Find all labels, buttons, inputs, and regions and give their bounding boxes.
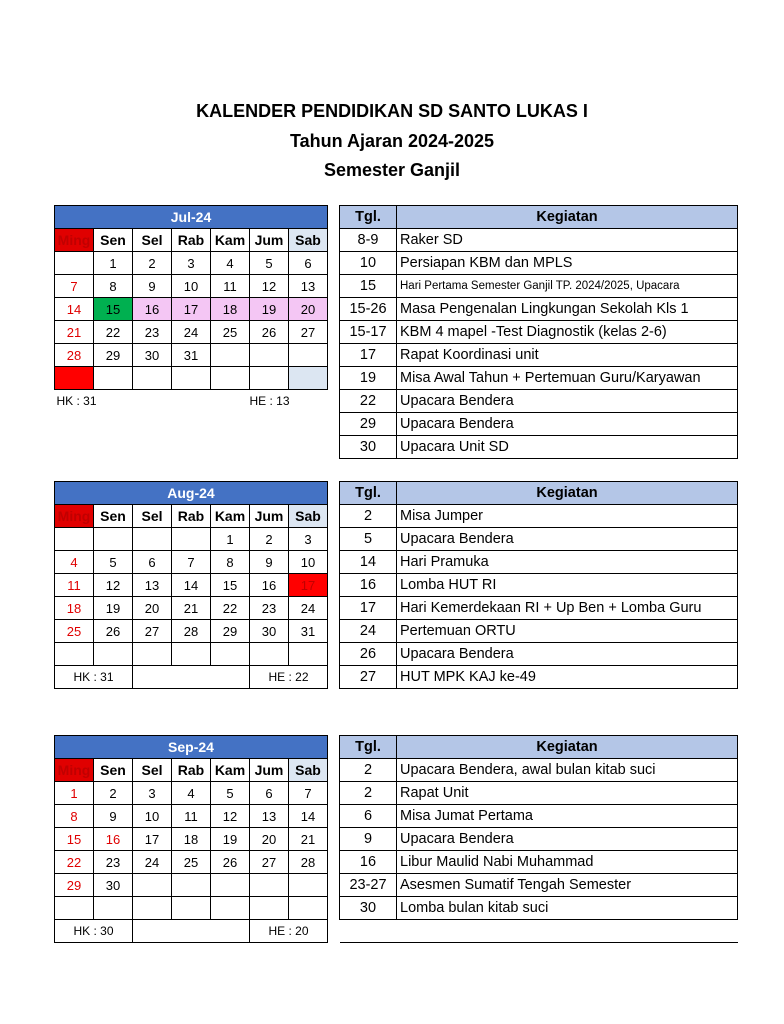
month-header: Sep-24 xyxy=(55,736,328,759)
activity-name: KBM 4 mapel -Test Diagnostik (kelas 2-6) xyxy=(397,321,738,344)
activity-date: 14 xyxy=(340,551,397,574)
activity-name: Masa Pengenalan Lingkungan Sekolah Kls 1 xyxy=(397,298,738,321)
date-cell xyxy=(55,897,94,920)
date-cell: 24 xyxy=(289,597,328,620)
date-cell xyxy=(250,897,289,920)
calendar-september xyxy=(54,735,328,943)
date-cell: 13 xyxy=(289,275,328,298)
activity-date: 26 xyxy=(340,643,397,666)
date-cell: 23 xyxy=(250,597,289,620)
date-cell: 10 xyxy=(172,275,211,298)
date-cell-mpls: 20 xyxy=(289,298,328,321)
date-cell: 12 xyxy=(94,574,133,597)
activity-date: 5 xyxy=(340,528,397,551)
date-cell: 27 xyxy=(250,851,289,874)
date-cell xyxy=(94,367,133,390)
spacer xyxy=(133,920,250,943)
date-cell: 26 xyxy=(250,321,289,344)
date-cell xyxy=(133,528,172,551)
date-cell: 18 xyxy=(55,597,94,620)
date-cell xyxy=(289,874,328,897)
date-cell xyxy=(211,344,250,367)
day-header-sab: Sab xyxy=(289,759,328,782)
kegiatan-header: Kegiatan xyxy=(397,206,738,229)
date-cell xyxy=(55,252,94,275)
date-cell xyxy=(94,897,133,920)
date-cell xyxy=(289,367,328,390)
date-cell: 30 xyxy=(94,874,133,897)
date-cell: 24 xyxy=(133,851,172,874)
activity-name: Upacara Bendera xyxy=(397,390,738,413)
date-cell: 23 xyxy=(94,851,133,874)
date-cell: 26 xyxy=(211,851,250,874)
date-cell: 7 xyxy=(289,782,328,805)
date-cell xyxy=(94,528,133,551)
date-cell-first-day: 15 xyxy=(94,298,133,321)
date-cell xyxy=(211,643,250,666)
date-cell-holiday: 17 xyxy=(289,574,328,597)
date-cell: 22 xyxy=(211,597,250,620)
he-count: HE : 13 xyxy=(249,394,290,408)
day-header-sab: Sab xyxy=(289,505,328,528)
legend-red-cell xyxy=(55,367,94,390)
date-cell: 31 xyxy=(289,620,328,643)
date-cell xyxy=(94,643,133,666)
hk-count: HK : 31 xyxy=(56,394,97,408)
day-header-jum: Jum xyxy=(250,759,289,782)
date-cell: 17 xyxy=(133,828,172,851)
date-cell: 12 xyxy=(250,275,289,298)
hk-count: HK : 31 xyxy=(55,666,133,689)
date-cell xyxy=(172,528,211,551)
activities-july xyxy=(339,205,738,459)
date-cell xyxy=(133,874,172,897)
activity-date: 23-27 xyxy=(340,874,397,897)
day-header-sel: Sel xyxy=(133,229,172,252)
table-bottom-rule xyxy=(340,920,738,943)
day-header-jum: Jum xyxy=(250,229,289,252)
activity-date: 22 xyxy=(340,390,397,413)
activity-name: Upacara Bendera xyxy=(397,413,738,436)
date-cell: 21 xyxy=(55,321,94,344)
date-cell xyxy=(172,897,211,920)
date-cell: 16 xyxy=(250,574,289,597)
date-cell: 7 xyxy=(172,551,211,574)
date-cell: 6 xyxy=(250,782,289,805)
date-cell xyxy=(133,897,172,920)
activity-name: Rapat Koordinasi unit xyxy=(397,344,738,367)
day-header-sel: Sel xyxy=(133,505,172,528)
activity-date: 15-17 xyxy=(340,321,397,344)
hk-count: HK : 30 xyxy=(55,920,133,943)
day-header-kam: Kam xyxy=(211,759,250,782)
activity-date: 16 xyxy=(340,851,397,874)
date-cell: 2 xyxy=(250,528,289,551)
date-cell: 30 xyxy=(250,620,289,643)
date-cell: 19 xyxy=(211,828,250,851)
date-cell: 25 xyxy=(55,620,94,643)
activity-date: 19 xyxy=(340,367,397,390)
date-cell: 8 xyxy=(94,275,133,298)
date-cell: 28 xyxy=(172,620,211,643)
day-header-rab: Rab xyxy=(172,505,211,528)
date-cell: 11 xyxy=(55,574,94,597)
date-cell: 9 xyxy=(94,805,133,828)
date-cell: 27 xyxy=(289,321,328,344)
day-header-sab: Sab xyxy=(289,229,328,252)
date-cell: 27 xyxy=(133,620,172,643)
spacer xyxy=(133,666,250,689)
day-header-rab: Rab xyxy=(172,759,211,782)
date-cell xyxy=(250,643,289,666)
activity-date: 17 xyxy=(340,597,397,620)
date-cell xyxy=(289,643,328,666)
date-cell xyxy=(289,897,328,920)
date-cell: 14 xyxy=(172,574,211,597)
date-cell: 24 xyxy=(172,321,211,344)
date-cell: 21 xyxy=(289,828,328,851)
date-cell xyxy=(211,897,250,920)
month-header: Aug-24 xyxy=(55,482,328,505)
activity-name: Upacara Unit SD xyxy=(397,436,738,459)
date-cell: 31 xyxy=(172,344,211,367)
date-cell xyxy=(172,367,211,390)
date-cell: 5 xyxy=(211,782,250,805)
day-header-ming: Ming xyxy=(55,505,94,528)
date-cell-mpls: 16 xyxy=(133,298,172,321)
date-cell xyxy=(250,874,289,897)
date-cell: 20 xyxy=(250,828,289,851)
day-header-ming: Ming xyxy=(55,229,94,252)
date-cell: 19 xyxy=(94,597,133,620)
date-cell xyxy=(289,344,328,367)
activity-date: 6 xyxy=(340,805,397,828)
date-cell: 2 xyxy=(133,252,172,275)
activity-date: 2 xyxy=(340,505,397,528)
activity-date: 2 xyxy=(340,782,397,805)
kegiatan-header: Kegiatan xyxy=(397,482,738,505)
activities-september xyxy=(339,735,738,943)
date-cell: 8 xyxy=(211,551,250,574)
day-header-sen: Sen xyxy=(94,229,133,252)
day-header-sel: Sel xyxy=(133,759,172,782)
academic-year: Tahun Ajaran 2024-2025 xyxy=(289,131,495,151)
activity-date: 10 xyxy=(340,252,397,275)
calendar-august xyxy=(54,481,328,689)
date-cell-mpls: 19 xyxy=(250,298,289,321)
month-header: Jul-24 xyxy=(55,206,328,229)
activity-date: 27 xyxy=(340,666,397,689)
date-cell xyxy=(211,367,250,390)
activity-name: Persiapan KBM dan MPLS xyxy=(397,252,738,275)
activity-date: 9 xyxy=(340,828,397,851)
date-cell: 13 xyxy=(250,805,289,828)
date-cell: 2 xyxy=(94,782,133,805)
activities-august xyxy=(339,481,738,689)
activity-name: Upacara Bendera xyxy=(397,643,738,666)
activity-name: Lomba bulan kitab suci xyxy=(397,897,738,920)
date-cell: 1 xyxy=(55,782,94,805)
date-cell: 1 xyxy=(94,252,133,275)
activity-name: Libur Maulid Nabi Muhammad xyxy=(397,851,738,874)
date-cell: 11 xyxy=(211,275,250,298)
day-header-sen: Sen xyxy=(94,759,133,782)
tgl-header: Tgl. xyxy=(340,206,397,229)
date-cell: 22 xyxy=(94,321,133,344)
date-cell: 3 xyxy=(133,782,172,805)
activity-name: Hari Pramuka xyxy=(397,551,738,574)
date-cell: 9 xyxy=(250,551,289,574)
activity-name: Pertemuan ORTU xyxy=(397,620,738,643)
kegiatan-header: Kegiatan xyxy=(397,736,738,759)
activity-name: Upacara Bendera xyxy=(397,528,738,551)
activity-date: 30 xyxy=(340,897,397,920)
spacer xyxy=(133,390,250,413)
he-count: HE : 20 xyxy=(250,920,328,943)
he-count: HE : 22 xyxy=(250,666,328,689)
activity-name: Upacara Bendera, awal bulan kitab suci xyxy=(397,759,738,782)
date-cell: 3 xyxy=(289,528,328,551)
date-cell: 28 xyxy=(55,344,94,367)
date-cell xyxy=(250,367,289,390)
date-cell: 15 xyxy=(55,828,94,851)
activity-date: 16 xyxy=(340,574,397,597)
date-cell: 25 xyxy=(172,851,211,874)
tgl-header: Tgl. xyxy=(340,482,397,505)
activity-date: 17 xyxy=(340,344,397,367)
activity-name: Lomba HUT RI xyxy=(397,574,738,597)
activity-name: Misa Jumat Pertama xyxy=(397,805,738,828)
date-cell: 4 xyxy=(211,252,250,275)
date-cell: 15 xyxy=(211,574,250,597)
day-header-rab: Rab xyxy=(172,229,211,252)
date-cell: 30 xyxy=(133,344,172,367)
activity-name: Hari Pertama Semester Ganjil TP. 2024/2025, Upacara xyxy=(397,275,738,298)
activity-date: 30 xyxy=(340,436,397,459)
date-cell-holiday: 16 xyxy=(94,828,133,851)
date-cell: 12 xyxy=(211,805,250,828)
activity-name: Hari Kemerdekaan RI + Up Ben + Lomba Guru xyxy=(397,597,738,620)
date-cell: 29 xyxy=(94,344,133,367)
activity-name: HUT MPK KAJ ke-49 xyxy=(397,666,738,689)
activity-date: 29 xyxy=(340,413,397,436)
date-cell: 4 xyxy=(172,782,211,805)
date-cell: 26 xyxy=(94,620,133,643)
date-cell: 14 xyxy=(55,298,94,321)
date-cell: 3 xyxy=(172,252,211,275)
date-cell: 20 xyxy=(133,597,172,620)
date-cell: 22 xyxy=(55,851,94,874)
date-cell: 5 xyxy=(94,551,133,574)
document-title: KALENDER PENDIDIKAN SD SANTO LUKAS I xyxy=(196,101,588,121)
date-cell xyxy=(172,643,211,666)
date-cell: 10 xyxy=(133,805,172,828)
activity-name: Raker SD xyxy=(397,229,738,252)
day-header-kam: Kam xyxy=(211,229,250,252)
date-cell: 21 xyxy=(172,597,211,620)
date-cell: 25 xyxy=(211,321,250,344)
activity-name: Upacara Bendera xyxy=(397,828,738,851)
activity-name: Misa Jumper xyxy=(397,505,738,528)
date-cell xyxy=(133,367,172,390)
activity-date: 24 xyxy=(340,620,397,643)
date-cell xyxy=(55,643,94,666)
date-cell: 29 xyxy=(211,620,250,643)
date-cell xyxy=(211,874,250,897)
date-cell xyxy=(55,528,94,551)
date-cell-mpls: 18 xyxy=(211,298,250,321)
date-cell: 6 xyxy=(289,252,328,275)
date-cell: 7 xyxy=(55,275,94,298)
day-header-jum: Jum xyxy=(250,505,289,528)
date-cell-mpls: 17 xyxy=(172,298,211,321)
date-cell: 8 xyxy=(55,805,94,828)
date-cell: 11 xyxy=(172,805,211,828)
tgl-header: Tgl. xyxy=(340,736,397,759)
date-cell: 18 xyxy=(172,828,211,851)
activity-name: Rapat Unit xyxy=(397,782,738,805)
activity-date: 15-26 xyxy=(340,298,397,321)
semester-label: Semester Ganjil xyxy=(323,160,461,180)
date-cell: 1 xyxy=(211,528,250,551)
activity-date: 8-9 xyxy=(340,229,397,252)
activity-date: 2 xyxy=(340,759,397,782)
activity-name: Asesmen Sumatif Tengah Semester xyxy=(397,874,738,897)
date-cell: 29 xyxy=(55,874,94,897)
date-cell: 14 xyxy=(289,805,328,828)
date-cell xyxy=(250,344,289,367)
activity-name: Misa Awal Tahun + Pertemuan Guru/Karyawan xyxy=(397,367,738,390)
date-cell: 10 xyxy=(289,551,328,574)
date-cell xyxy=(133,643,172,666)
date-cell: 13 xyxy=(133,574,172,597)
date-cell xyxy=(172,874,211,897)
day-header-kam: Kam xyxy=(211,505,250,528)
date-cell: 5 xyxy=(250,252,289,275)
date-cell: 28 xyxy=(289,851,328,874)
day-header-ming: Ming xyxy=(55,759,94,782)
date-cell: 23 xyxy=(133,321,172,344)
day-header-sen: Sen xyxy=(94,505,133,528)
activity-date: 15 xyxy=(340,275,397,298)
date-cell: 4 xyxy=(55,551,94,574)
calendar-july xyxy=(54,205,328,412)
date-cell: 6 xyxy=(133,551,172,574)
date-cell: 9 xyxy=(133,275,172,298)
